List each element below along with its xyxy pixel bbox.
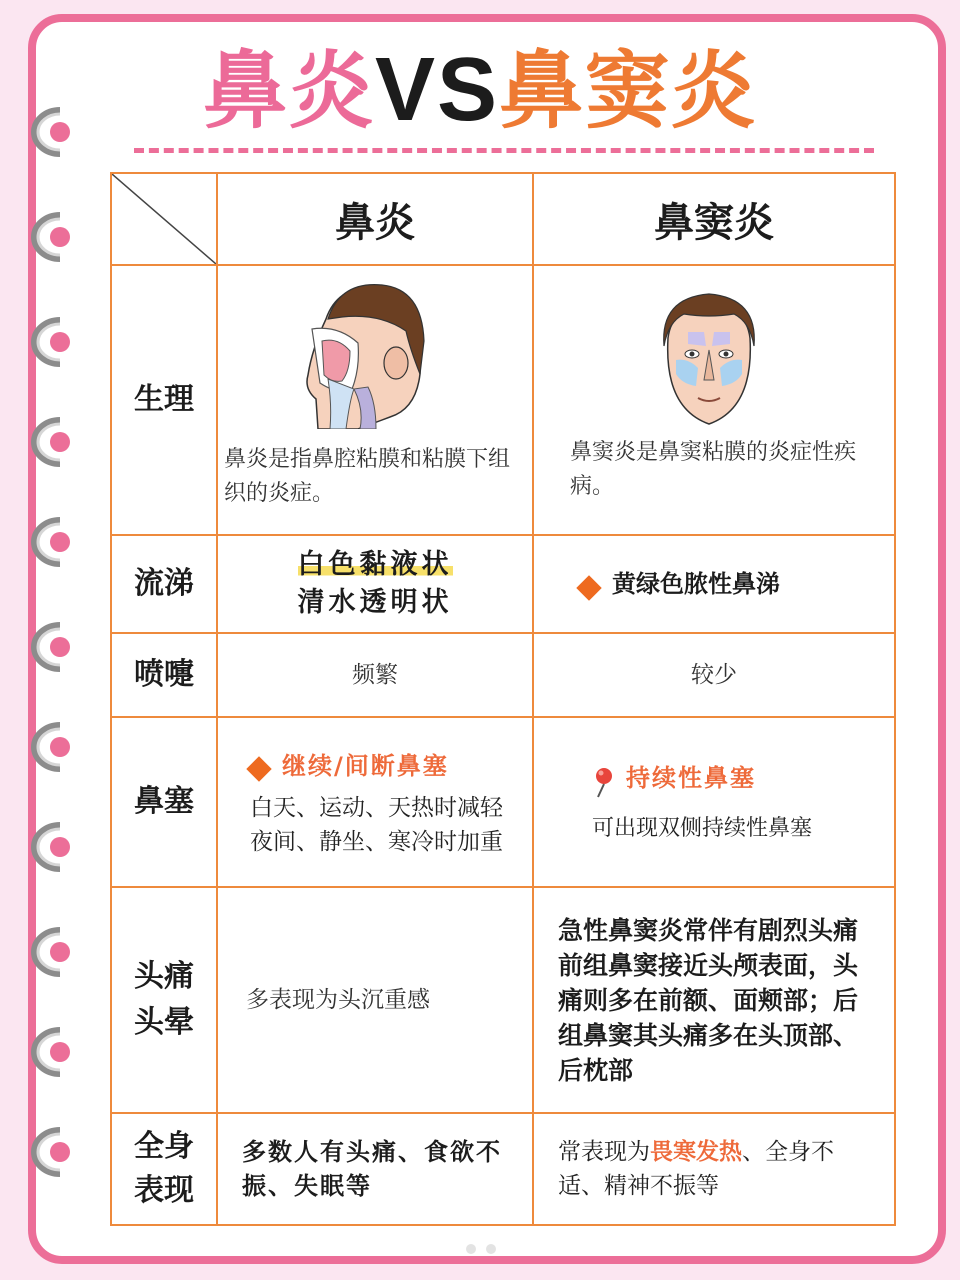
text-systemic-sinusitis-post: 、全身不适、精神不振等 [558, 1139, 834, 1199]
ring-binding-icon [4, 615, 72, 679]
text-physiology-sinusitis: 鼻窦炎是鼻窦粘膜的炎症性疾病。 [570, 440, 857, 499]
text-physiology-rhinitis: 鼻炎是指鼻腔粘膜和粘膜下组织的炎症。 [224, 447, 511, 506]
cell-discharge-sinusitis [533, 535, 895, 633]
cell-headache-rhinitis: 多表现为头沉重感 [217, 887, 533, 1113]
comparison-table [110, 172, 896, 1226]
cell-congestion-rhinitis [217, 717, 533, 887]
row-label-congestion: 鼻塞 [111, 717, 217, 887]
ring-binding-icon [4, 920, 72, 984]
column-header-sinusitis: 鼻窦炎 [533, 173, 895, 265]
cell-sneeze-sinusitis: 较少 [533, 633, 895, 717]
text-systemic-sinusitis-pre: 常表现为 [558, 1139, 650, 1165]
row-label-discharge: 流涕 [111, 535, 217, 633]
ring-binding-icon [4, 510, 72, 574]
text-congestion-sinusitis: 可出现双侧持续性鼻塞 [592, 815, 813, 841]
cell-congestion-sinusitis [533, 717, 895, 887]
page-indicator-dot[interactable] [466, 1244, 476, 1254]
cell-headache-sinusitis: 急性鼻窦炎常伴有剧烈头痛前组鼻窦接近头颅表面，头痛则多在前额、面颊部；后组鼻窦其头痛多在头顶部、后枕部 [533, 887, 895, 1113]
row-label-sneeze: 喷嚏 [111, 633, 217, 717]
text-discharge-rhinitis-1: 白色黏液状 [297, 549, 453, 580]
page-indicator-dot[interactable] [486, 1244, 496, 1254]
text-discharge-sinusitis: 黄绿色脓性鼻涕 [612, 570, 780, 598]
page-title [0, 40, 960, 141]
pushpin-icon [592, 766, 616, 798]
row-label-systemic [111, 1113, 217, 1225]
title-vs: VS [374, 40, 500, 140]
table-row [111, 535, 895, 633]
ring-binding-icon [4, 715, 72, 779]
row-label-systemic-1: 全身 [134, 1129, 194, 1164]
table-row [111, 1113, 895, 1225]
title-divider [134, 148, 874, 153]
corner-cell [111, 173, 217, 265]
title-sinusitis: 鼻窦炎 [499, 42, 758, 140]
row-label-physiology: 生理 [111, 265, 217, 535]
diagonal-line [112, 174, 216, 264]
cell-discharge-rhinitis [217, 535, 533, 633]
front-face-sinus-icon [654, 288, 764, 428]
tag-congestion-rhinitis: 继续/间断鼻塞 [282, 751, 449, 780]
text-congestion-rhinitis-1: 白天、运动、天热时减轻 [250, 794, 503, 821]
table-row [111, 265, 895, 535]
row-label-headache-2: 头晕 [134, 1005, 194, 1040]
text-discharge-rhinitis-2: 清水透明状 [297, 587, 453, 618]
ring-binding-icon [4, 205, 72, 269]
row-label-headache-1: 头痛 [134, 959, 194, 994]
cell-sneeze-rhinitis: 频繁 [217, 633, 533, 717]
diamond-bullet-icon [246, 756, 271, 781]
row-label-headache [111, 887, 217, 1113]
cell-systemic-rhinitis: 多数人有头痛、食欲不振、失眠等 [217, 1113, 533, 1225]
tag-congestion-sinusitis: 持续性鼻塞 [626, 764, 756, 793]
cell-physiology-sinusitis [533, 265, 895, 535]
diamond-bullet-icon [576, 575, 601, 600]
ring-binding-icon [4, 1120, 72, 1184]
table-row [111, 717, 895, 887]
title-rhinitis: 鼻炎 [202, 42, 375, 140]
ring-binding-icon [4, 310, 72, 374]
table-row [111, 633, 895, 717]
ring-binding-icon [4, 815, 72, 879]
cell-physiology-rhinitis [217, 265, 533, 535]
column-header-rhinitis: 鼻炎 [217, 173, 533, 265]
table-row [111, 887, 895, 1113]
ring-binding-icon [4, 1020, 72, 1084]
text-systemic-sinusitis-emph: 畏寒发热 [650, 1139, 742, 1165]
ring-binding-icon [4, 410, 72, 474]
cell-systemic-sinusitis [533, 1113, 895, 1225]
table-header-row [111, 173, 895, 265]
side-head-anatomy-icon [298, 279, 428, 429]
text-congestion-rhinitis-2: 夜间、静坐、寒冷时加重 [250, 828, 503, 855]
row-label-systemic-2: 表现 [134, 1173, 194, 1208]
